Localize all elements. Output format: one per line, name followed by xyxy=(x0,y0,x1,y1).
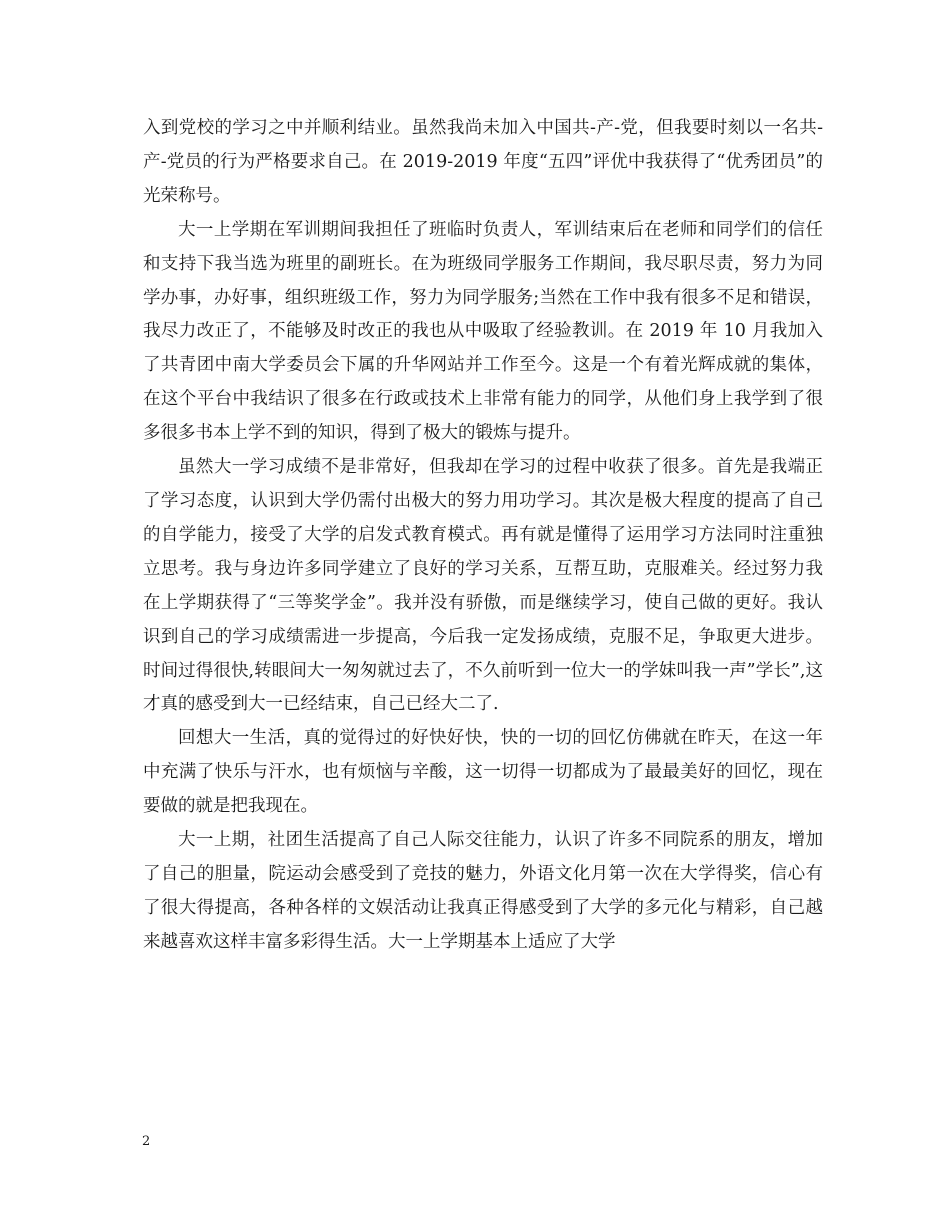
paragraph-5: 大一上期，社团生活提高了自己人际交往能力，认识了许多不同院系的朋友，增加了自己的胆量，院运动会感受到了竞技的魅力，外语文化月第一次在大学得奖，信心有了很大得提高，各种各样的文娱活动让我真正得感受到了大学的多元化与精彩，自己越来越喜欢这样丰富多彩得生活。大一上学期基本上适应了大学 xyxy=(143,830,823,952)
paragraph-3: 虽然大一学习成绩不是非常好，但我却在学习的过程中收获了很多。首先是我端正了学习态度，认识到大学仍需付出极大的努力用功学习。其次是极大程度的提高了自己的自学能力，接受了大学的启发式教育模式。再有就是懂得了运用学习方法同时注重独立思考。我与身边许多同学建立了良好的学习关系，互帮互助，克服难关。经过努力我在上学期获得了“三等奖学金”。我并没有骄傲，而是继续学习，使自己做的更好。我认识到自己的学习成绩需进一步提高，今后我一定发扬成绩，克服不足，争取更大进步。 时间过得很快,转眼间大一匆匆就过去了，不久前听到一位大一的学妹叫我一声”学长”,这才真的感受到大一已经结束，自己已经大二了. xyxy=(143,457,823,715)
body-text xyxy=(143,112,823,960)
paragraph-4: 回想大一生活，真的觉得过的好快好快，快的一切的回忆仿佛就在昨天，在这一年中充满了快乐与汗水，也有烦恼与辛酸，这一切得一切都成为了最最美好的回忆，现在要做的就是把我现在。 xyxy=(143,728,823,817)
paragraph-1: 入到党校的学习之中并顺利结业。虽然我尚未加入中国共-产-党，但我要时刻以一名共-产-党员的行为严格要求自己。在 2019-2019 年度“五四”评优中我获得了“优秀团员”的光荣称号。 xyxy=(143,118,823,206)
paragraph-2: 大一上学期在军训期间我担任了班临时负责人，军训结束后在老师和同学们的信任和支持下我当选为班里的副班长。在为班级同学服务工作期间，我尽职尽责，努力为同学办事，办好事，组织班级工作，努力为同学服务;当然在工作中我有很多不足和错误，我尽力改正了，不能够及时改正的我也从中吸取了经验教训。在 2019 年 10 月我加入了共青团中南大学委员会下属的升华网站并工作至今。这是一个有着光辉成就的集体，在这个平台中我结识了很多在行政或技术上非常有能力的同学，从他们身上我学到了很多很多书本上学不到的知识，得到了极大的锻炼与提升。 xyxy=(143,219,823,444)
page-number: 2 xyxy=(142,1134,151,1149)
